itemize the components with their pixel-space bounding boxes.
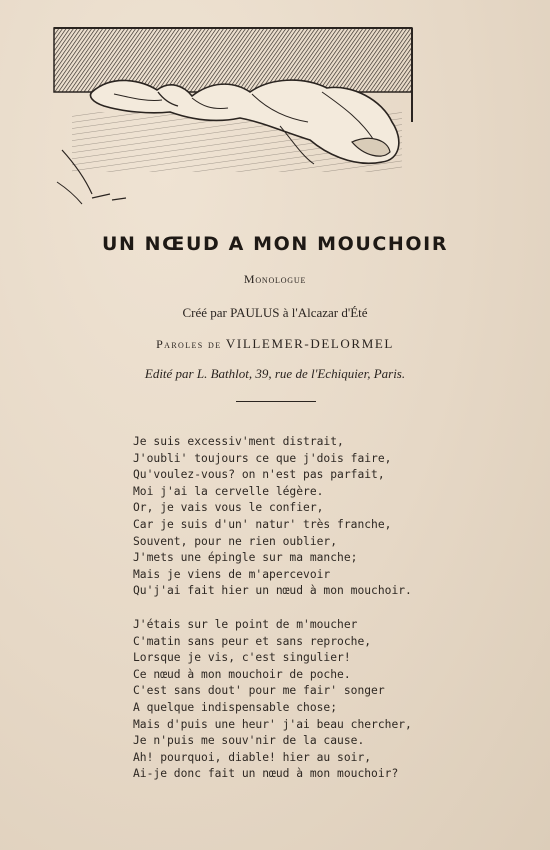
verse-line: C'est sans dout' pour me fair' songer — [133, 684, 385, 698]
verse-line: Car je suis d'un' natur' très franche, — [133, 517, 392, 531]
verse-line: J'mets une épingle sur ma manche; — [133, 551, 358, 565]
lyricist-label: Paroles de — [156, 337, 222, 351]
stanza-1 — [133, 434, 433, 600]
verse-line: Moi j'ai la cervelle légère. — [133, 484, 324, 498]
verse-line: Mais je viens de m'apercevoir — [133, 567, 331, 581]
verse-line: Ai-je donc fait un nœud à mon mouchoir? — [133, 767, 399, 781]
verse-line: Je suis excessiv'ment distrait, — [133, 435, 344, 448]
page-title: UN NŒUD A MON MOUCHOIR — [101, 233, 449, 255]
verse-line: Je n'puis me souv'nir de la cause. — [133, 734, 365, 748]
verse-line: Ce nœud à mon mouchoir de poche. — [133, 667, 351, 681]
creator-credit: Créé par PAULUS à l'Alcazar d'Été — [182, 305, 368, 320]
verse-line: Ah! pourquoi, diable! hier au soir, — [133, 750, 372, 764]
divider — [236, 401, 316, 402]
verse-line: Souvent, pour ne rien oublier, — [133, 534, 338, 548]
verse-line: A quelque indispensable chose; — [133, 700, 338, 714]
verse-line: Lorsque je vis, c'est singulier! — [133, 651, 351, 665]
lyricist-credit — [0, 336, 550, 352]
verse-line: Qu'j'ai fait hier un nœud à mon mouchoir. — [133, 584, 412, 598]
lyricist-name: VILLEMER-DELORMEL — [225, 336, 394, 351]
verse-line: C'matin sans peur et sans reproche, — [133, 634, 372, 648]
verse-line: Qu'voulez-vous? on n'est pas parfait, — [133, 468, 385, 482]
verse-line: Or, je vais vous le confier, — [133, 501, 324, 515]
stanza-2 — [133, 617, 433, 783]
publisher-line: Edité par L. Bathlot, 39, rue de l'Echiquier, Paris. — [144, 366, 406, 381]
subtitle: Monologue — [243, 272, 307, 286]
verse-line: Mais d'puis une heur' j'ai beau chercher, — [133, 717, 412, 731]
verse-line: J'étais sur le point de m'moucher — [133, 618, 358, 631]
verse-line: J'oubli' toujours ce que j'dois faire, — [133, 451, 392, 465]
handkerchief-illustration — [52, 22, 414, 212]
